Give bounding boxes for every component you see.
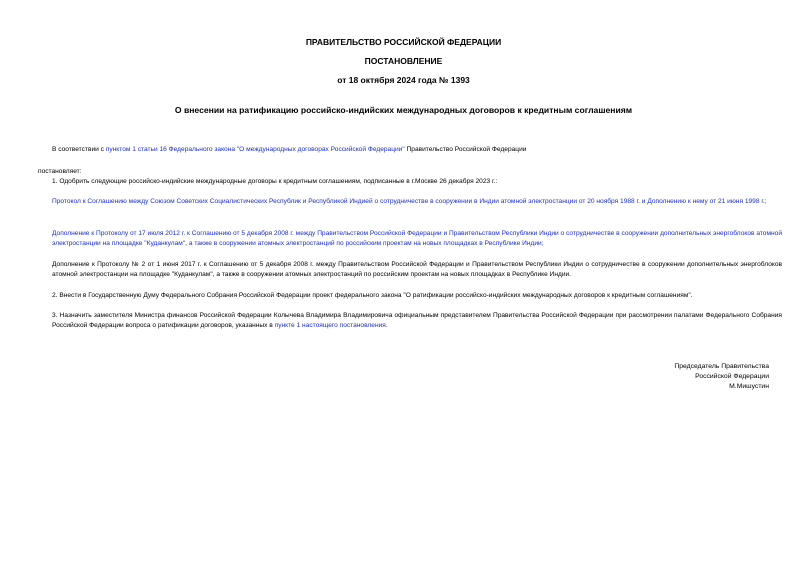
treaty-3-paragraph: Дополнение к Протоколу № 2 от 1 июня 2017 г. к Соглашению от 5 декабря 2008 г. между Правительством Российской Федерации и Правительством Республики Индии о сотрудничестве в сооружении дополнительных энергоблоков атомной электростанции на площадке "Куданкулам", а также в сооружении атомных электростанций по российским проектам на новых площадках в Республике Индии. [52,261,782,278]
issuer-heading: ПРАВИТЕЛЬСТВО РОССИЙСКОЙ ФЕДЕРАЦИИ [305,37,502,47]
treaty-2-link[interactable] [38,229,782,248]
signature-block [674,362,769,392]
signatory-name: М.Мишустин [729,383,769,390]
item-1-reference-link[interactable]: пункте 1 настоящего постановления [274,321,386,329]
item-3-paragraph: 3. Назначить заместителя Министра финансов Российской Федерации Колычева Владимира Владимировича официальным представителем Правительства Российской Федерации при рассмотрении палатами Федерального Собрания Российской Федерации вопроса о ратификации договоров, указанных в пункте 1 настоящего постановления. [52,312,782,329]
preamble-suffix: Правительство Российской Федерации [404,146,527,153]
item-3-text: 3. Назначить заместителя Министра финансов Российской Федерации Колычева Владимира Владимировича официальным представителем Правительства Российской Федерации при рассмотрении палатами Федерального Собрания Российской Федерации вопроса о ратификации договоров, указанных в [52,312,782,329]
signatory-title-line-1: Председатель Правительства [674,363,769,370]
preamble-prefix: В соответствии с [52,146,106,153]
treaty-2-text[interactable]: Дополнение к Протоколу от 17 июля 2012 г. к Соглашению от 5 декабря 2008 г. между Правительством Российской Федерации и Правительством Республики Индии о сотрудничестве в сооружении дополнительных энергоблоков атомной электростанции на площадке "Куданкулам", а также в сооружении атомных электростанций по российским проектам на новых площадках в Республике Индии; [52,230,782,247]
document-subject: О внесении на ратификацию российско-индийских международных договоров к кредитным соглашениям [174,105,633,115]
date-number-heading: от 18 октября 2024 года № 1393 [337,75,470,85]
document-type-heading: ПОСТАНОВЛЕНИЕ [364,56,443,66]
preamble-paragraph [38,145,782,155]
resolves-text: постановляет: [38,168,82,175]
item-2-paragraph: 2. Внести в Государственную Думу Федерального Собрания Российской Федерации проект федерального закона "О ратификации российско-индийских международных договоров к кредитным соглашениям". [52,292,693,299]
signatory-title-line-2: Российской Федерации [695,373,769,380]
item-1-paragraph: 1. Одобрить следующие российско-индийские международные договоры к кредитным соглашениям, подписанные в г.Москве 26 декабря 2023 г.: [52,178,498,185]
federal-law-link[interactable]: Федерального закона "О международных договорах Российской Федерации" [168,146,405,153]
article-link[interactable]: пунктом 1 статьи 16 [105,146,167,153]
treaty-1-text[interactable]: Протокол к Соглашению между Союзом Советских Социалистических Республик и Республикой Индией о сотрудничестве в сооружении в Индии атомной электростанции от 20 ноября 1988 г. и Дополнению к нему от 21 июня 1998 г.; [52,198,767,205]
treaty-1-link[interactable] [38,197,782,207]
